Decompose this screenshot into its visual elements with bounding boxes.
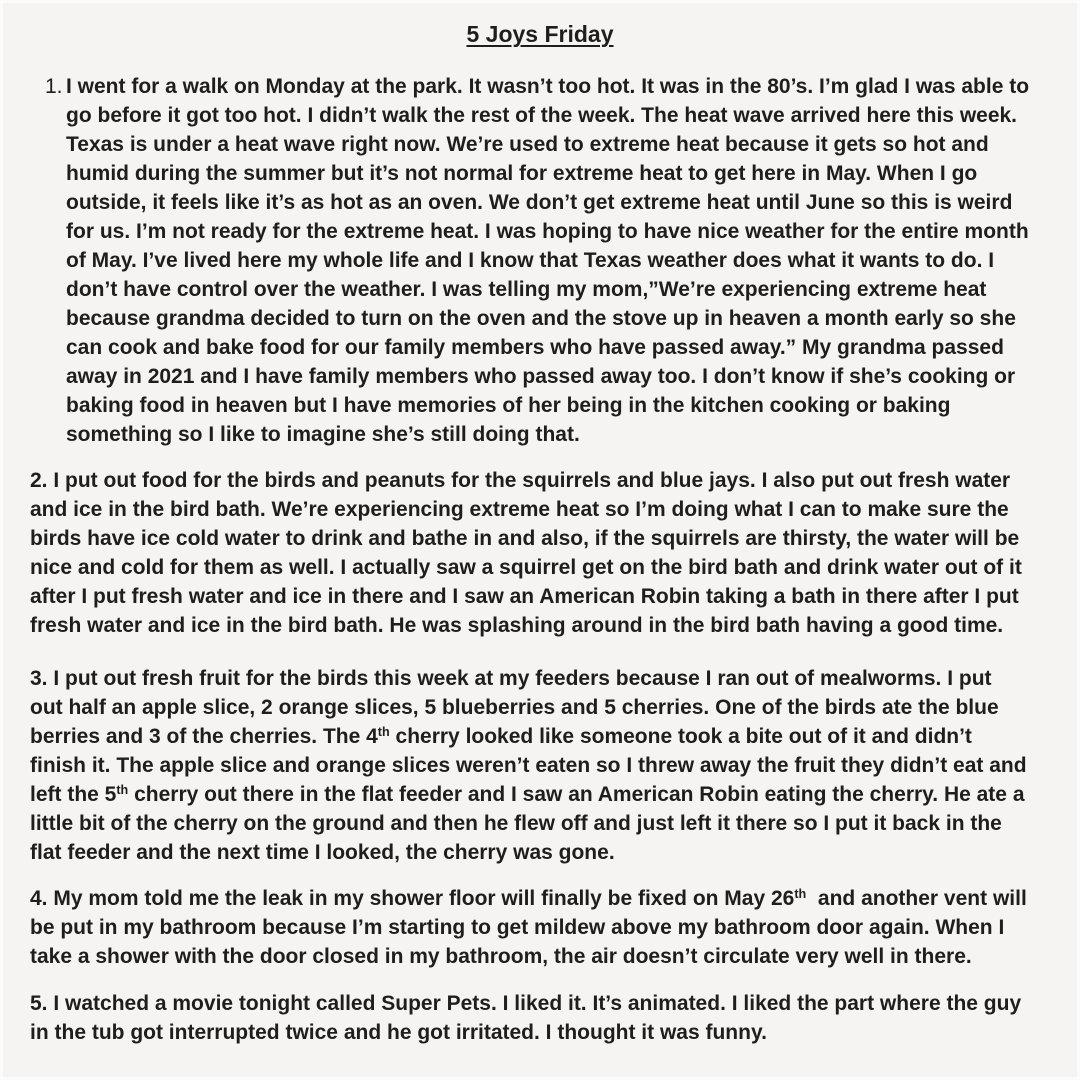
text-line <box>30 722 1027 751</box>
line-text: of May. I’ve lived here my whole life and I know that Texas weather does what it wants to do. I <box>66 249 995 272</box>
text-line <box>30 751 1027 780</box>
line-text: I went for a walk on Monday at the park. It wasn’t too hot. It was in the 80’s. I’m glad I was able to <box>66 75 1030 98</box>
text-line <box>66 362 1029 391</box>
text-line <box>66 130 1029 159</box>
joy-item-text <box>30 989 1021 1047</box>
text-line <box>30 664 1027 693</box>
text-line <box>66 391 1029 420</box>
text-line <box>30 838 1027 867</box>
text-line <box>30 553 1022 582</box>
joy-item-text <box>30 466 1022 640</box>
text-line <box>30 809 1027 838</box>
line-text: something so I like to imagine she’s still doing that. <box>66 423 580 446</box>
line-text: fresh water and ice in the bird bath. He was splashing around in the bird bath having a good time. <box>30 614 1004 637</box>
text-line <box>30 1018 1021 1047</box>
joy-item-1 <box>45 72 1030 449</box>
joy-item-5 <box>30 989 1021 1047</box>
line-text: be put in my bathroom because I’m starting to get mildew above my bathroom door again. When I <box>30 916 1005 939</box>
line-text: go before it got too hot. I didn’t walk the rest of the week. The heat wave arrived here this week. <box>66 104 1018 127</box>
list-marker: 1. <box>45 75 63 98</box>
superscript-text: th <box>116 783 129 798</box>
joy-item-text <box>66 72 1029 449</box>
line-text: don’t have control over the weather. I was telling my mom,”We’re experiencing extreme heat <box>66 278 987 301</box>
line-text: nice and cold for them as well. I actually saw a squirrel get on the bird bath and drink water out of it <box>30 556 1022 579</box>
line-text: baking food in heaven but I have memories of her being in the kitchen cooking or baking <box>66 394 951 417</box>
line-text: cherry out there in the flat feeder and I saw an American Robin eating the cherry. He ate a <box>128 783 1025 806</box>
line-text: can cook and bake food for our family members who have passed away.” My grandma passed <box>66 336 1004 359</box>
text-line <box>30 780 1027 809</box>
text-line <box>66 420 1029 449</box>
line-text: 4. My mom told me the leak in my shower floor will finally be fixed on May 26 <box>30 887 795 910</box>
line-text: in the tub got interrupted twice and he got irritated. I thought it was funny. <box>30 1021 767 1044</box>
line-text: humid during the summer but it’s not normal for extreme heat to get here in May. When I go <box>66 162 978 185</box>
line-text: out half an apple slice, 2 orange slices, 5 blueberries and 5 cherries. One of the birds ate the blue <box>30 696 999 719</box>
line-text: 5. I watched a movie tonight called Super Pets. I liked it. It’s animated. I liked the part where the guy <box>30 992 1022 1015</box>
joy-item-4 <box>30 884 1027 971</box>
line-text: birds have ice cold water to drink and bathe in and also, if the squirrels are thirsty, the water will be <box>30 527 1020 550</box>
line-text: take a shower with the door closed in my bathroom, the air doesn’t circulate very well in there. <box>30 945 972 968</box>
line-text: and another vent will <box>806 887 1027 910</box>
line-text: 2. I put out food for the birds and peanuts for the squirrels and blue jays. I also put out fresh water <box>30 469 1011 492</box>
joy-item-3 <box>30 664 1027 867</box>
line-text: left the 5 <box>30 783 117 806</box>
text-line <box>30 582 1022 611</box>
text-line <box>66 159 1029 188</box>
text-line <box>30 524 1022 553</box>
line-text: away in 2021 and I have family members who passed away too. I don’t know if she’s cooking or <box>66 365 1016 388</box>
line-text: berries and 3 of the cherries. The 4 <box>30 725 378 748</box>
line-text: 3. I put out fresh fruit for the birds this week at my feeders because I ran out of mealworms. I put <box>30 667 992 690</box>
text-line <box>30 466 1022 495</box>
text-line <box>30 611 1022 640</box>
line-text: flat feeder and the next time I looked, the cherry was gone. <box>30 841 615 864</box>
text-line <box>30 495 1022 524</box>
superscript-text: th <box>794 887 807 902</box>
text-line <box>30 693 1027 722</box>
text-line <box>30 942 1027 971</box>
text-line <box>30 913 1027 942</box>
line-text: for us. I’m not ready for the extreme heat. I was hoping to have nice weather for the entire month <box>66 220 1029 243</box>
text-line <box>66 333 1029 362</box>
line-text: finish it. The apple slice and orange slices weren’t eaten so I threw away the fruit they didn’t eat and <box>30 754 1027 777</box>
superscript-text: th <box>377 725 390 740</box>
line-text: Texas is under a heat wave right now. We’re used to extreme heat because it gets so hot and <box>66 133 989 156</box>
text-line <box>66 304 1029 333</box>
text-line <box>66 275 1029 304</box>
text-line <box>66 188 1029 217</box>
line-text: after I put fresh water and ice in there and I saw an American Robin taking a bath in there after I put <box>30 585 1019 608</box>
text-line <box>66 72 1029 101</box>
text-line <box>30 989 1021 1018</box>
text-line <box>66 101 1029 130</box>
joy-item-text <box>30 884 1027 971</box>
text-line <box>66 217 1029 246</box>
line-text: and ice in the bird bath. We’re experiencing extreme heat so I’m doing what I can to make sure the <box>30 498 1009 521</box>
joy-item-text <box>30 664 1027 867</box>
line-text: because grandma decided to turn on the oven and the stove up in heaven a month early so she <box>66 307 1016 330</box>
text-line <box>66 246 1029 275</box>
line-text: cherry looked like someone took a bite out of it and didn’t <box>389 725 972 748</box>
joy-item-2 <box>30 466 1022 640</box>
document-title: 5 Joys Friday <box>466 21 614 47</box>
line-text: little bit of the cherry on the ground and then he flew off and just left it there so I put it back in the <box>30 812 1002 835</box>
line-text: outside, it feels like it’s as hot as an oven. We don’t get extreme heat until June so this is weird <box>66 191 1013 214</box>
text-line <box>30 884 1027 913</box>
